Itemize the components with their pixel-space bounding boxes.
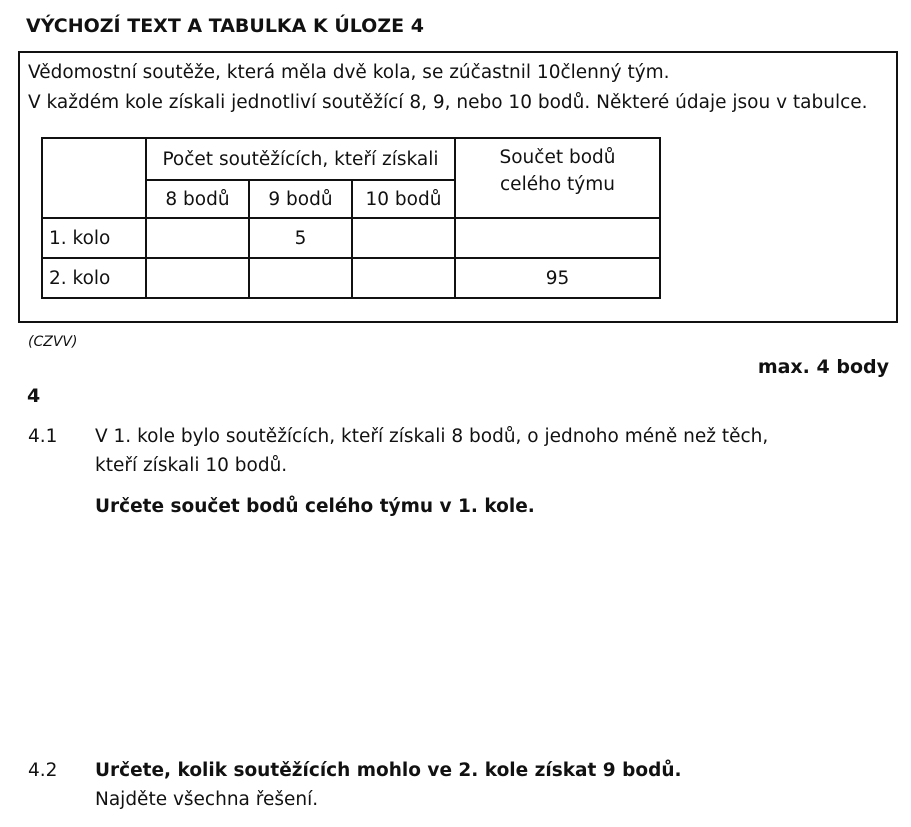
row-label: 1. kolo (42, 218, 146, 258)
cell-sum: 95 (455, 258, 660, 298)
intro-line-2: V každém kole získali jednotliví soutěžící 8, 9, nebo 10 bodů. Některé údaje jsou v tabulce. (28, 92, 868, 113)
cell-sum (455, 218, 660, 258)
question-4-2-note: Najděte všechna řešení. (95, 789, 319, 810)
cell-8-points (146, 258, 249, 298)
sub-header-10: 10 bodů (352, 180, 455, 218)
cell-9-points: 5 (249, 218, 352, 258)
sum-header-line-1: Součet bodů (499, 147, 616, 168)
sum-header (455, 138, 660, 218)
question-4-1-text-line-1: V 1. kole bylo soutěžících, kteří získali 8 bodů, o jednoho méně než těch, (95, 426, 769, 447)
question-4-1-instruction: Určete součet bodů celého týmu v 1. kole. (95, 496, 535, 517)
question-4-2-instruction: Určete, kolik soutěžících mohlo ve 2. kole získat 9 bodů. (95, 760, 682, 781)
cell-8-points (146, 218, 249, 258)
question-4-1-number: 4.1 (28, 426, 58, 447)
table-row (42, 218, 660, 258)
max-points: max. 4 body (757, 356, 889, 378)
cell-9-points (249, 258, 352, 298)
sub-header-9: 9 bodů (249, 180, 352, 218)
intro-line-1: Vědomostní soutěže, která měla dvě kola, se zúčastnil 10členný tým. (28, 62, 670, 83)
table-row (42, 258, 660, 298)
group-header: Počet soutěžících, kteří získali (146, 138, 455, 180)
sub-header-8: 8 bodů (146, 180, 249, 218)
row-label: 2. kolo (42, 258, 146, 298)
table-corner-cell (42, 138, 146, 218)
question-4-1-text-line-2: kteří získali 10 bodů. (95, 455, 288, 476)
sum-header-line-2: celého týmu (500, 174, 615, 195)
results-table (41, 137, 661, 299)
cell-10-points (352, 258, 455, 298)
task-number: 4 (27, 385, 41, 407)
section-heading: VÝCHOZÍ TEXT A TABULKA K ÚLOZE 4 (26, 15, 424, 37)
source-note: (CZVV) (28, 334, 78, 350)
cell-10-points (352, 218, 455, 258)
question-4-2-number: 4.2 (28, 760, 58, 781)
